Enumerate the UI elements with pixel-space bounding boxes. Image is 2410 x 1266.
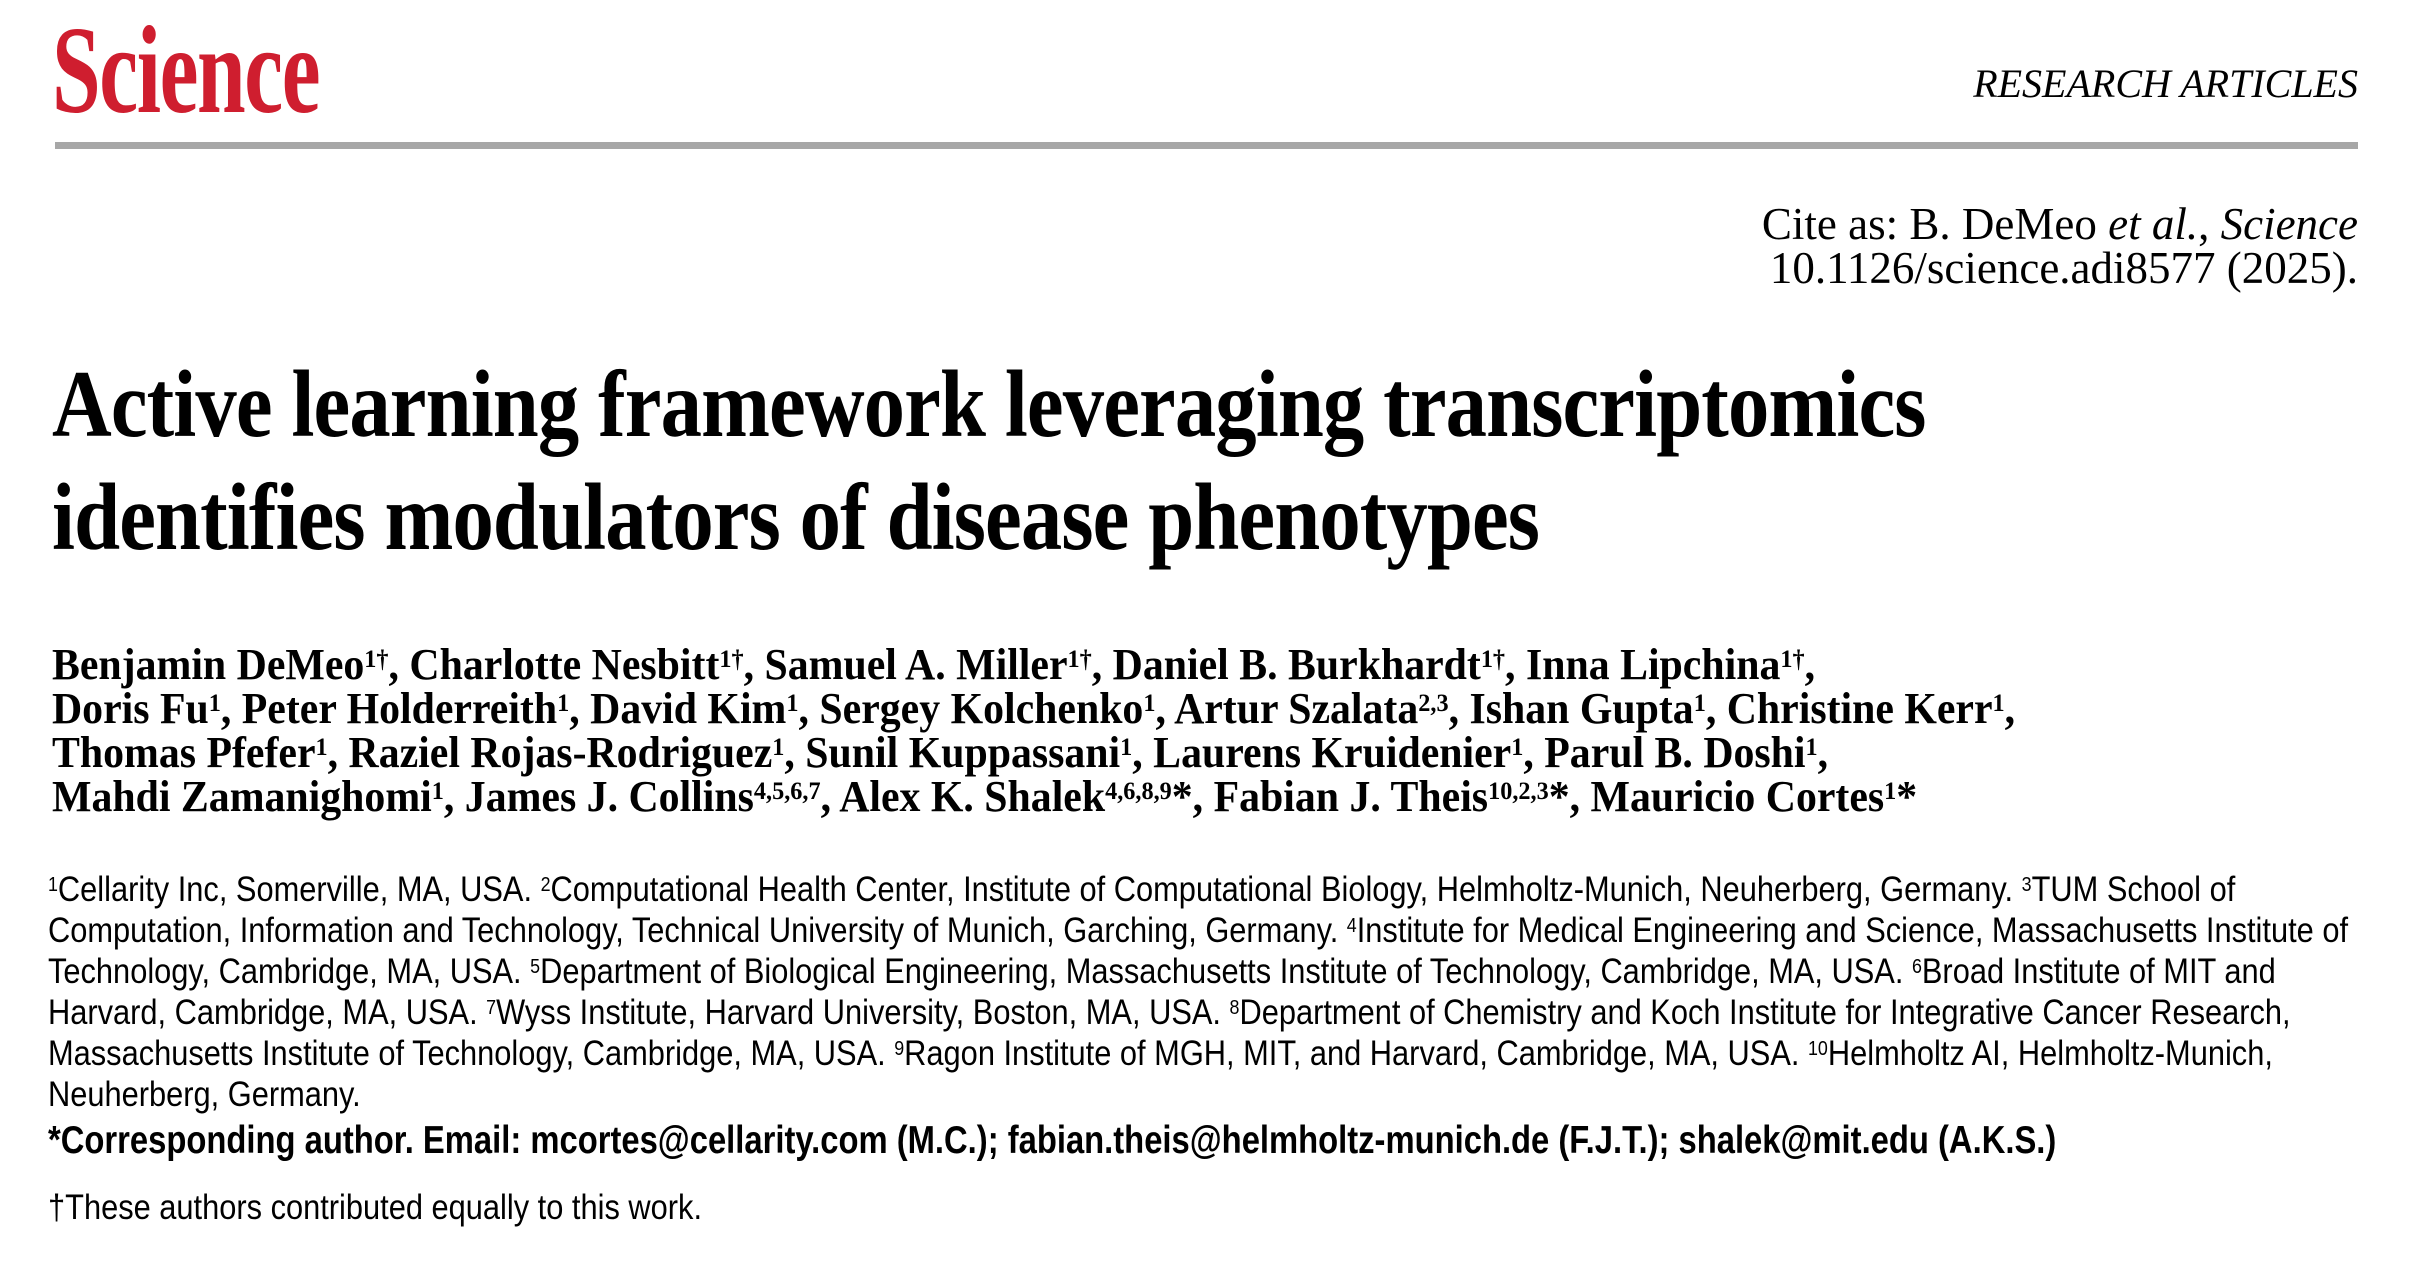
affiliations-line-2: Computation, Information and Technology, Technical University of Munich, Garching, Germany. $^4$Institute for Medical Engineering and Science, Massachusetts Institute of bbox=[48, 911, 2349, 950]
corresponding-author-note: *Corresponding author. Email: mcortes@cellarity.com (M.C.); fabian.theis@helmholtz-munich.de (F.J.T.); shalek@mit.edu (A.K.S.) bbox=[48, 1119, 2057, 1162]
article-title-line-1: Active learning framework leveraging transcriptomics bbox=[52, 351, 1926, 457]
article-title-line-2: identifies modulators of disease phenotypes bbox=[52, 464, 1540, 570]
affiliations-line-3: Technology, Cambridge, MA, USA. $^5$Department of Biological Engineering, Massachusetts Institute of Technology, Cambridge, MA, USA. $^6$Broad Institute of MIT and bbox=[48, 952, 2276, 991]
author-list-line-2: Doris Fu$^1$, Peter Holderreith$^1$, David Kim$^1$, Sergey Kolchenko$^1$, Artur Szalata$^{2,3}$, Ishan Gupta$^1$, Christine Kerr$^1$, bbox=[52, 684, 2016, 733]
science-logo: Science bbox=[52, 2, 320, 140]
author-list-line-1: Benjamin DeMeo$^{1\dagger}$, Charlotte Nesbitt$^{1\dagger}$, Samuel A. Miller$^{1\dagger}$, Daniel B. Burkhardt$^{1\dagger}$, Inna Lipchina$^{1\dagger}$, bbox=[52, 640, 1816, 689]
affiliations bbox=[48, 869, 2348, 1115]
author-list-line-3: Thomas Pfefer$^1$, Raziel Rojas-Rodriguez$^1$, Sunil Kuppassani$^1$, Laurens Kruidenier$^1$, Parul B. Doshi$^1$, bbox=[52, 728, 1829, 777]
section-label: RESEARCH ARTICLES bbox=[1973, 61, 2358, 106]
author-list bbox=[52, 640, 2016, 821]
citation-block bbox=[1761, 199, 2358, 293]
affiliations-line-4: Harvard, Cambridge, MA, USA. $^7$Wyss Institute, Harvard University, Boston, MA, USA. $^8$Department of Chemistry and Koch Institute for Integrative Cancer Research, bbox=[48, 993, 2291, 1032]
citation-line-2: 10.1126/science.adi8577 (2025). bbox=[1769, 243, 2358, 293]
affiliations-line-6: Neuherberg, Germany. bbox=[48, 1075, 361, 1114]
header-divider bbox=[55, 142, 2358, 149]
affiliations-line-5: Massachusetts Institute of Technology, Cambridge, MA, USA. $^9$Ragon Institute of MGH, MIT, and Harvard, Cambridge, MA, USA. $^{10}$Helmholtz AI, Helmholtz-Munich, bbox=[48, 1034, 2273, 1073]
article-title bbox=[52, 348, 1926, 574]
affiliations-line-1: $^1$Cellarity Inc, Somerville, MA, USA. $^2$Computational Health Center, Institute of Computational Biology, Helmholtz-Munich, Neuherberg, Germany. $^3$TUM School of bbox=[48, 870, 2236, 909]
author-list-line-4: Mahdi Zamanighomi$^1$, James J. Collins$^{4,5,6,7}$, Alex K. Shalek$^{4,6,8,9}$*, Fabian J. Theis$^{10,2,3}$*, Mauricio Cortes$^1$* bbox=[52, 772, 1918, 821]
citation-line-1: Cite as: B. DeMeo et al., Science bbox=[1761, 199, 2358, 249]
equal-contribution-note: †These authors contributed equally to this work. bbox=[48, 1188, 703, 1227]
